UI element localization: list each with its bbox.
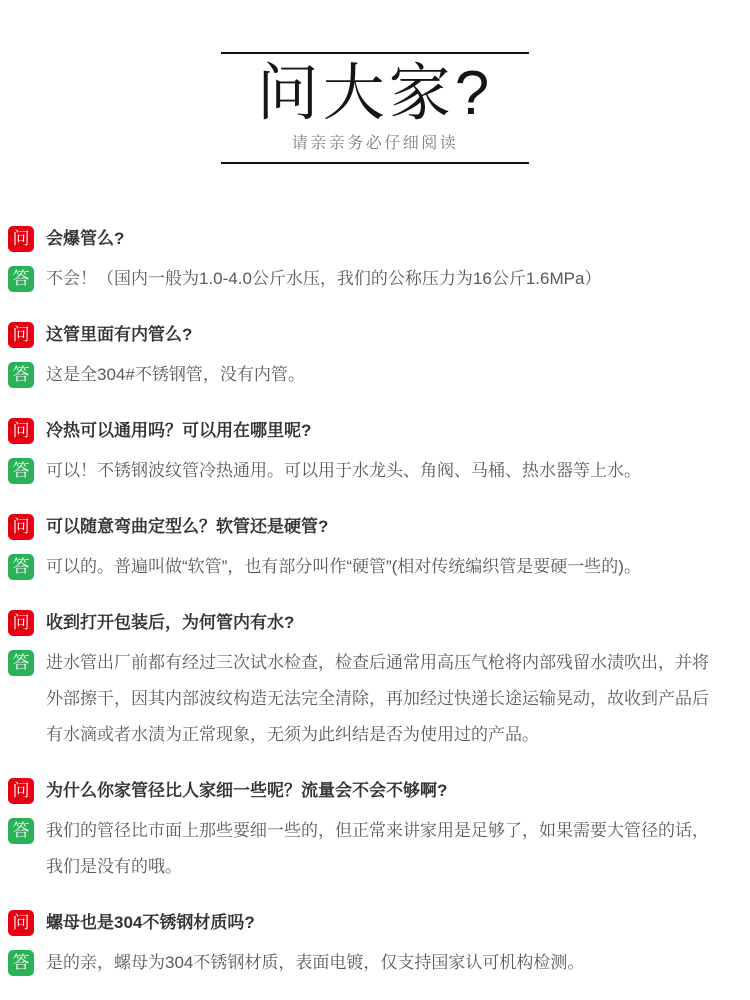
question-badge: 问	[8, 322, 34, 348]
question-text: 可以随意弯曲定型么？软管还是硬管?	[46, 517, 329, 537]
answer-text: 可以！不锈钢波纹管冷热通用。可以用于水龙头、角阀、马桶、热水器等上水。	[46, 461, 641, 481]
answer-text: 不会！（国内一般为1.0-4.0公斤水压，我们的公称压力为16公斤1.6MPa）	[46, 269, 602, 289]
question-badge: 问	[8, 514, 34, 540]
qa-block	[8, 778, 724, 885]
answer-badge: 答	[8, 458, 34, 484]
question-row	[8, 418, 724, 444]
qa-block	[8, 910, 724, 981]
question-row	[8, 778, 724, 804]
qa-block	[8, 514, 724, 585]
answer-badge: 答	[8, 650, 34, 676]
header-bottom-rule	[221, 162, 529, 164]
question-row	[8, 322, 724, 348]
answer-row	[8, 813, 724, 885]
answer-badge: 答	[8, 950, 34, 976]
question-badge: 问	[8, 910, 34, 936]
answer-row	[8, 645, 724, 753]
answer-row	[8, 549, 724, 585]
faq-header	[0, 0, 750, 164]
qa-block	[8, 418, 724, 489]
header-top-rule	[221, 52, 529, 54]
question-badge: 问	[8, 418, 34, 444]
question-text: 收到打开包装后，为何管内有水?	[46, 613, 295, 633]
answer-row	[8, 357, 724, 393]
question-text: 冷热可以通用吗？可以用在哪里呢?	[46, 421, 312, 441]
page-title: 问大家?	[256, 59, 494, 128]
answer-row	[8, 945, 724, 981]
answer-row	[8, 453, 724, 489]
question-badge: 问	[8, 610, 34, 636]
page-subtitle: 请亲亲务必仔细阅读	[291, 135, 459, 153]
qa-block	[8, 226, 724, 297]
answer-row	[8, 261, 724, 297]
answer-badge: 答	[8, 362, 34, 388]
question-row	[8, 610, 724, 636]
answer-text: 我们的管径比市面上那些要细一些的，但正常来讲家用是足够了，如果需要大管径的话，我们是没有的哦。	[46, 821, 709, 877]
answer-text: 可以的。普遍叫做“软管”，也有部分叫作“硬管”(相对传统编织管是要硬一些的)。	[46, 557, 641, 577]
answer-badge: 答	[8, 266, 34, 292]
question-row	[8, 514, 724, 540]
answer-badge: 答	[8, 554, 34, 580]
answer-text: 进水管出厂前都有经过三次试水检查，检查后通常用高压气枪将内部残留水渍吹出，并将外部擦干，因其内部波纹构造无法完全清除，再加经过快递长途运输晃动，故收到产品后有水滴或者水渍为正常现象，无须为此纠结是否为使用过的产品。	[46, 653, 709, 745]
question-badge: 问	[8, 778, 34, 804]
answer-text: 这是全304#不锈钢管，没有内管。	[46, 365, 305, 385]
answer-text: 是的亲，螺母为304不锈钢材质，表面电镀，仅支持国家认可机构检测。	[46, 953, 585, 973]
question-row	[8, 910, 724, 936]
question-badge: 问	[8, 226, 34, 252]
question-text: 为什么你家管径比人家细一些呢？流量会不会不够啊?	[46, 781, 448, 801]
answer-badge: 答	[8, 818, 34, 844]
question-text: 会爆管么?	[46, 229, 125, 249]
question-text: 这管里面有内管么?	[46, 325, 193, 345]
faq-list	[0, 226, 750, 981]
qa-block	[8, 610, 724, 753]
question-row	[8, 226, 724, 252]
qa-block	[8, 322, 724, 393]
question-text: 螺母也是304不锈钢材质吗?	[46, 913, 255, 933]
